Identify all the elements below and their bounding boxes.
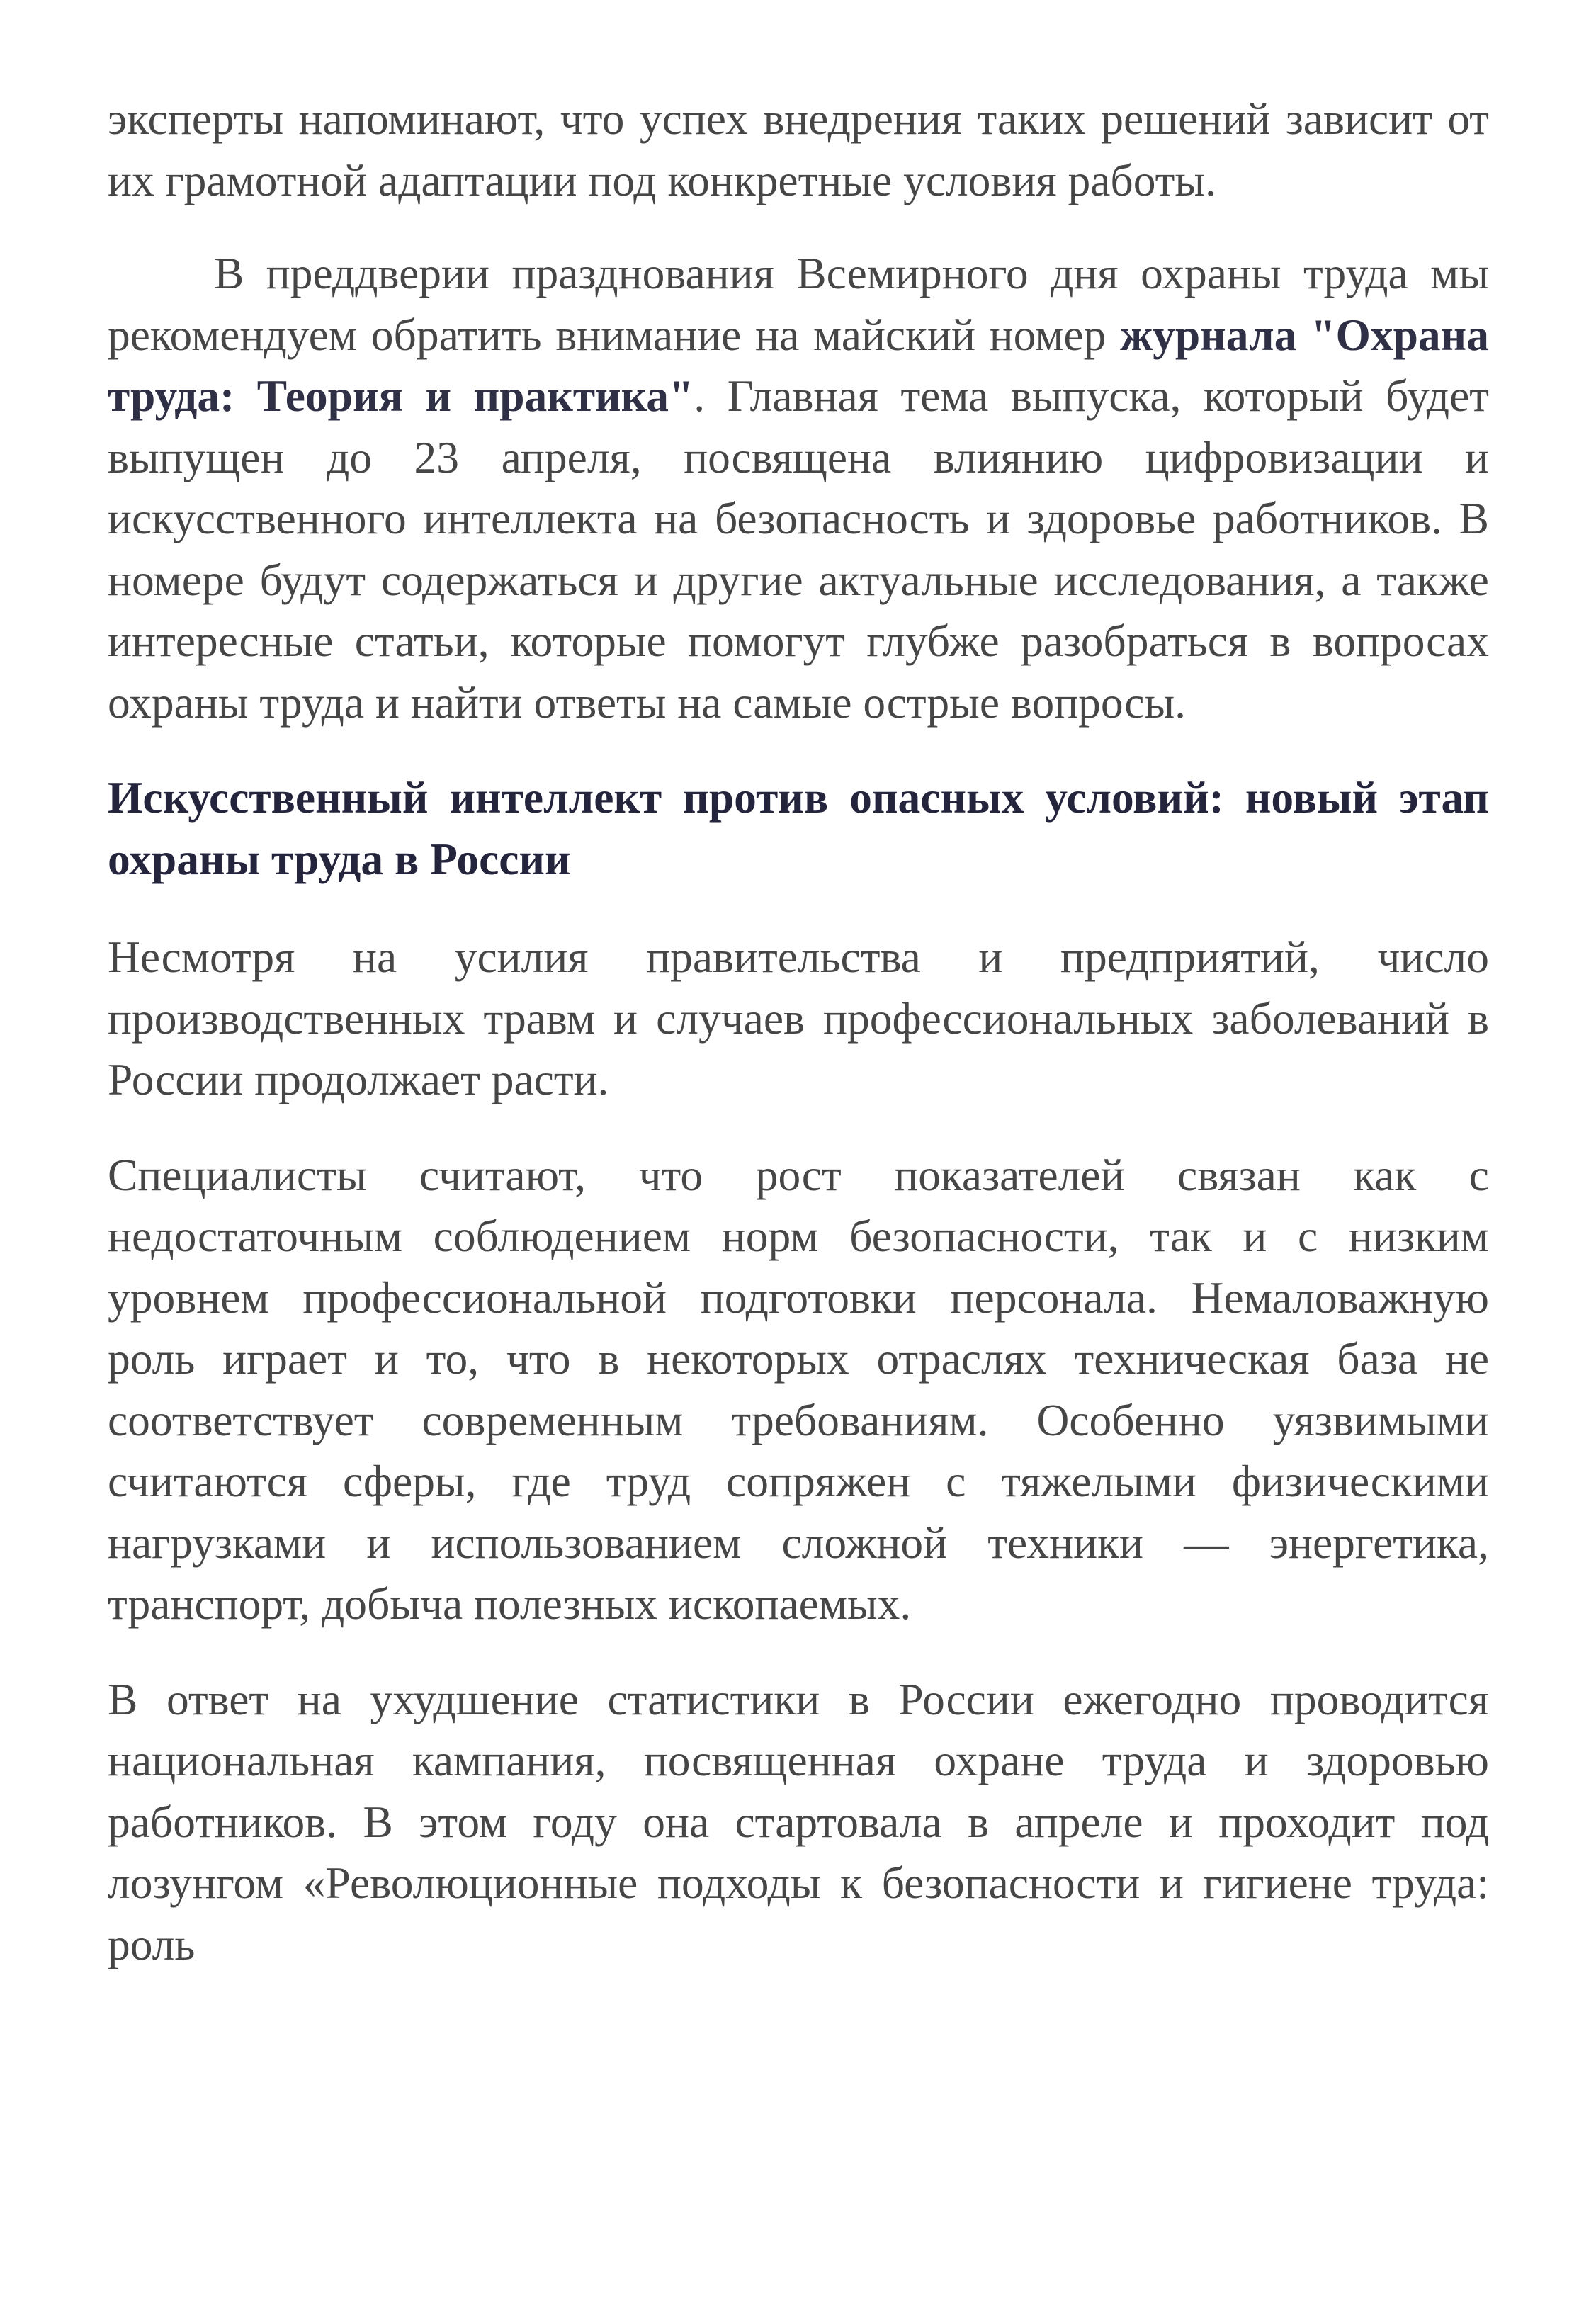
journal-announcement-tail: . Главная тема выпуска, который будет выпущен до 23 апреля, посвящена влиянию цифровизации и искусственного интеллекта на безопасность и здоровье работников. В номере будут содержаться и другие актуальные исследования, а также интересные статьи, которые помогут глубже разобраться в вопросах охраны труда и найти ответы на самые острые вопросы. xyxy=(108,371,1490,728)
paragraph-injury-statistics: Несмотря на усилия правительства и предприятий, число производственных травм и случаев профессиональных заболеваний в России продолжает расти. xyxy=(108,932,1489,1104)
document-page xyxy=(108,89,1489,1975)
paragraph-continuation: эксперты напоминают, что успех внедрения таких решений зависит от их грамотной адаптации под конкретные условия работы. xyxy=(108,94,1489,205)
journal-title: журнала "Охрана труда: Теория и практика" xyxy=(108,309,1489,421)
journal-announcement-lead: В преддверии празднования Всемирного дня охраны труда мы рекомендуем обратить внимание на майский номер xyxy=(108,248,1489,360)
paragraph-specialists-opinion: Специалисты считают, что рост показателей связан как с недостаточным соблюдением норм безопасности, так и с низким уровнем профессиональной подготовки персонала. Немаловажную роль играет и то, что в некоторых отраслях техническая база не соответствует современным требованиям. Особенно уязвимыми считаются сферы, где труд сопряжен с тяжелыми физическими нагрузками и использованием сложной техники — энергетика, транспорт, добыча полезных ископаемых. xyxy=(108,1149,1489,1629)
paragraph-journal-announcement xyxy=(108,243,1489,733)
section-heading: Искусственный интеллект против опасных условий: новый этап охраны труда в России xyxy=(108,772,1489,884)
paragraph-national-campaign: В ответ на ухудшение статистики в России ежегодно проводится национальная кампания, посвященная охране труда и здоровью работников. В этом году она стартовала в апреле и проходит под лозунгом «Революционные подходы к безопасности и гигиене труда: роль xyxy=(108,1673,1489,1969)
